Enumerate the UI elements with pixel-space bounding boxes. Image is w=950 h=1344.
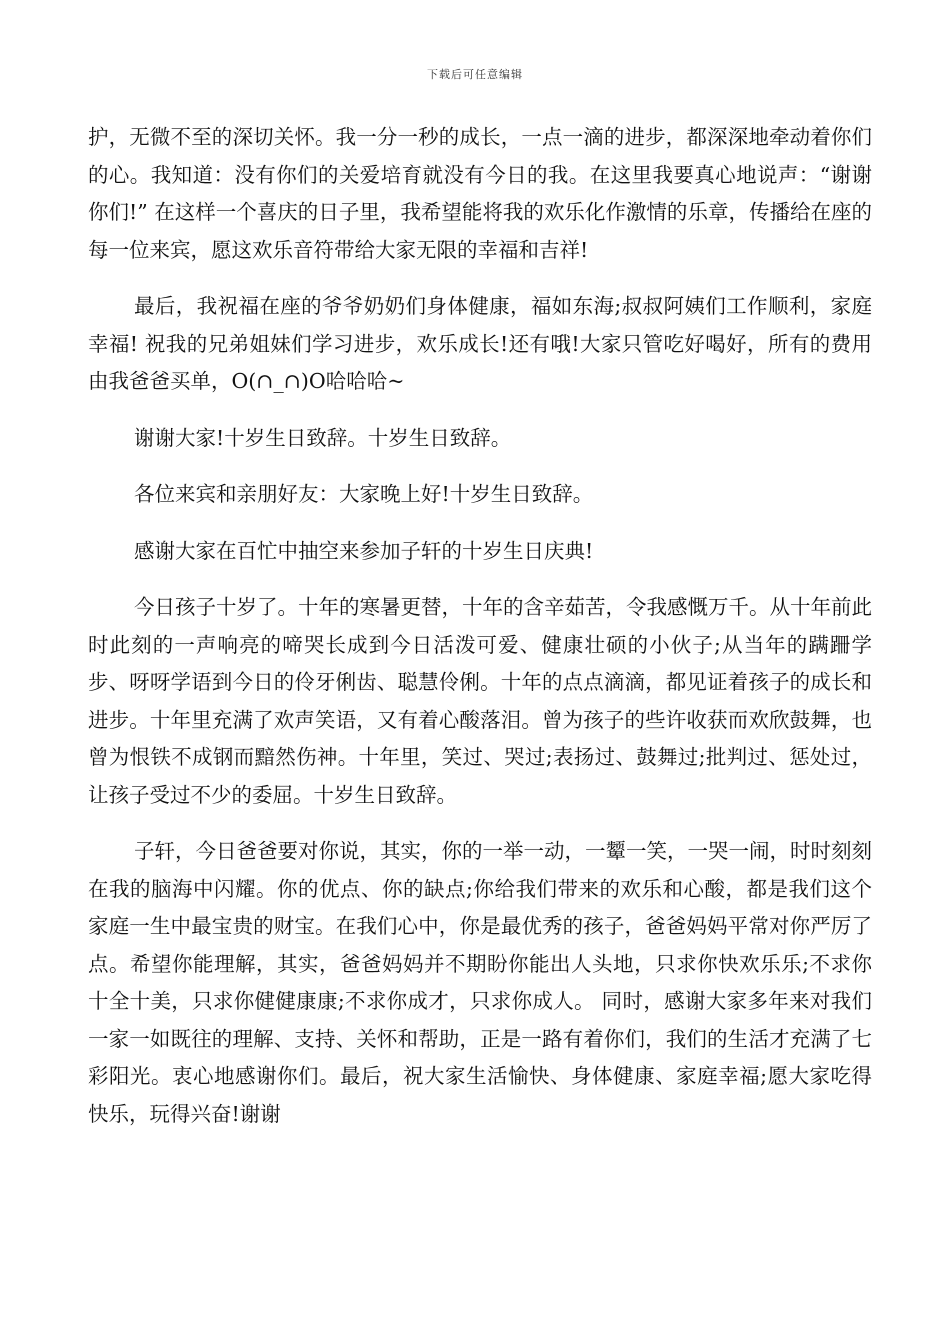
paragraph-3: 谢谢大家!十岁生日致辞。十岁生日致辞。 [134, 425, 512, 450]
paragraph-2: 最后，我祝福在座的爷爷奶奶们身体健康，福如东海;叔叔阿姨们工作顺利，家庭幸福! 祝我的兄弟姐妹们学习进步，欢乐成长!还有哦!大家只管吃好喝好，所有的费用由我爸爸买单，O(∩_∩)O哈哈哈~ [88, 294, 872, 393]
paragraph-6: 今日孩子十岁了。十年的寒暑更替，十年的含辛茹苦，令我感慨万千。从十年前此时此刻的一声响亮的啼哭长成到今日活泼可爱、健康壮硕的小伙子;从当年的蹒跚学步、呀呀学语到今日的伶牙俐齿、聪慧伶俐。十年的点点滴滴，都见证着孩子的成长和进步。十年里充满了欢声笑语，又有着心酸落泪。曾为孩子的些许收获而欢欣鼓舞，也曾为恨铁不成钢而黯然伤神。十年里，笑过、哭过;表扬过、鼓舞过;批判过、惩处过，让孩子受过不少的委屈。十岁生日致辞。 [88, 595, 872, 807]
paragraph-5: 感谢大家在百忙中抽空来参加子轩的十岁生日庆典! [134, 538, 594, 563]
paragraph-4: 各位来宾和亲朋好友：大家晚上好!十岁生日致辞。 [134, 482, 594, 506]
paragraph-7: 子轩，今日爸爸要对你说，其实，你的一举一动，一颦一笑，一哭一闹，时时刻刻在我的脑海中闪耀。你的优点、你的缺点;你给我们带来的欢乐和心酸，都是我们这个家庭一生中最宝贵的财宝。在我们心中，你是最优秀的孩子，爸爸妈妈平常对你严厉了点。希望你能理解，其实，爸爸妈妈并不期盼你能出人头地，只求你快欢乐乐;不求你十全十美，只求你健健康康;不求你成才，只求你成人。 同时，感谢大家多年来对我们一家一如既往的理解、支持、关怀和帮助，正是一路有着你们，我们的生活才充满了七彩阳光。衷心地感谢你们。最后，祝大家生活愉快、身体健康、家庭幸福;愿大家吃得快乐，玩得兴奋!谢谢 [88, 839, 872, 1126]
page-header: 下载后可任意编辑 [427, 68, 523, 81]
document-body [88, 119, 872, 1152]
paragraph-1: 护，无微不至的深切关怀。我一分一秒的成长，一点一滴的进步，都深深地牵动着你们的心。我知道：没有你们的关爱培育就没有今日的我。在这里我要真心地说声：“谢谢你们!” 在这样一个喜庆的日子里，我希望能将我的欢乐化作激情的乐章，传播给在座的每一位来宾，愿这欢乐音符带给大家无限的幸福和吉祥! [88, 125, 872, 262]
